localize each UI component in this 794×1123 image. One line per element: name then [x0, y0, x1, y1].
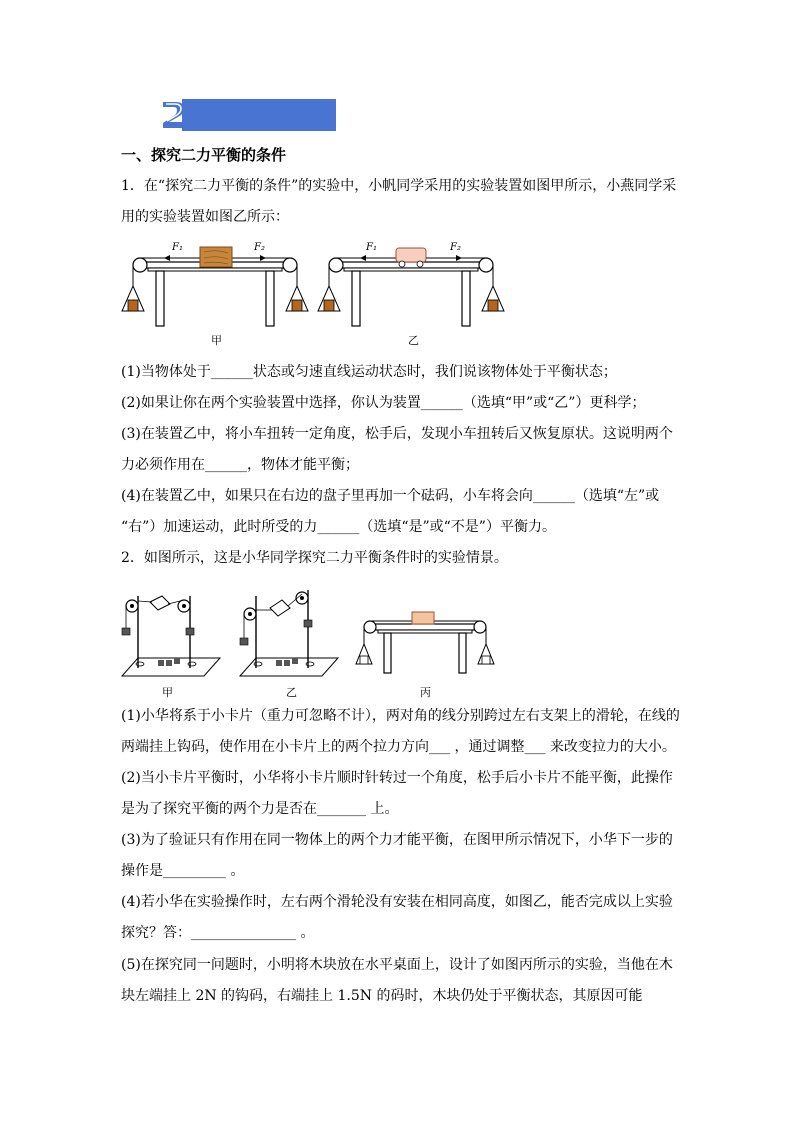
card-apparatus-figure-a: [118, 584, 222, 682]
q1-item-2: (2)如果让你在两个实验装置中选择，你认为装置______（选填“甲”或“乙”）更科学；: [121, 395, 646, 411]
figure-caption-b: 乙: [408, 334, 419, 347]
force-label-f2: F₂: [254, 242, 265, 253]
q1-text-line-2: 用的实验装置如图乙所示：: [121, 209, 289, 225]
q2-item-1-line-1: (1)小华将系于小卡片（重力可忽略不计），两对角的线分别跨过左右支架上的滑轮，在线的: [121, 708, 680, 724]
q2-figure-caption-a: 甲: [162, 686, 173, 699]
q1-item-4-line-2: “右”）加速运动，此时所受的力______（选填“是”或“不是”）平衡力。: [121, 519, 556, 535]
q2-item-2-line-2: 是为了探究平衡的两个力是否在_______ 上。: [121, 801, 399, 817]
block-apparatus-figure-c: [354, 604, 496, 676]
q2-figure-caption-c: 丙: [420, 686, 431, 699]
q1-item-1: (1)当物体处于______状态或匀速直线运动状态时，我们说该物体处于平衡状态；: [121, 364, 617, 380]
q2-item-1-line-2: 两端挂上钩码，使作用在小卡片上的两个拉力方向___ ，通过调整___ 来改变拉力的大小。: [121, 739, 676, 755]
q2-item-4-line-2: 探究？答：_______________ 。: [121, 925, 315, 941]
q1-text-line-1: 1．在“探究二力平衡的条件”的实验中，小帆同学采用的实验装置如图甲所示，小燕同学采: [121, 178, 677, 194]
q2-figure-caption-b: 乙: [286, 686, 297, 699]
force-label-f1: F₁: [172, 242, 183, 253]
force-label-f2: F₂: [450, 242, 461, 253]
q1-item-3-line-2: 力必须作用在______，物体才能平衡；: [121, 457, 359, 473]
section-banner: [160, 98, 336, 132]
apparatus-figure-b: [316, 236, 506, 328]
section-title: 一、探究二力平衡的条件: [121, 146, 287, 164]
q1-item-4-line-1: (4)在装置乙中，如果只在右边的盘子里再加一个砝码，小车将会向______（选填“左”或: [121, 488, 660, 504]
banner-bar: [182, 99, 336, 131]
q2-item-3-line-2: 操作是_________ 。: [121, 863, 245, 879]
q2-item-5-line-1: (5)在探究同一问题时，小明将木块放在水平桌面上，设计了如图丙所示的实验，当他在木: [121, 957, 673, 973]
q2-item-3-line-1: (3)为了验证只有作用在同一物体上的两个力才能平衡，在图甲所示情况下，小华下一步的: [121, 832, 673, 848]
apparatus-figure-a: [120, 236, 310, 328]
card-apparatus-figure-b: [236, 584, 340, 682]
force-label-f1: F₁: [366, 242, 377, 253]
q2-intro: 2．如图所示，这是小华同学探究二力平衡条件时的实验情景。: [121, 550, 508, 566]
figure-caption-a: 甲: [211, 334, 222, 347]
q1-item-3-line-1: (3)在装置乙中，将小车扭转一定角度，松手后，发现小车扭转后又恢复原状。这说明两个: [121, 426, 673, 442]
q2-item-2-line-1: (2)当小卡片平衡时，小华将小卡片顺时针转过一个角度，松手后小卡片不能平衡，此操作: [121, 770, 673, 786]
q2-item-4-line-1: (4)若小华在实验操作时，左右两个滑轮没有安装在相同高度，如图乙，能否完成以上实验: [121, 894, 673, 910]
q2-item-5-line-2: 块左端挂上 2N 的钩码，右端挂上 1.5N 的码时，木块仍处于平衡状态，其原因可能: [121, 988, 643, 1004]
